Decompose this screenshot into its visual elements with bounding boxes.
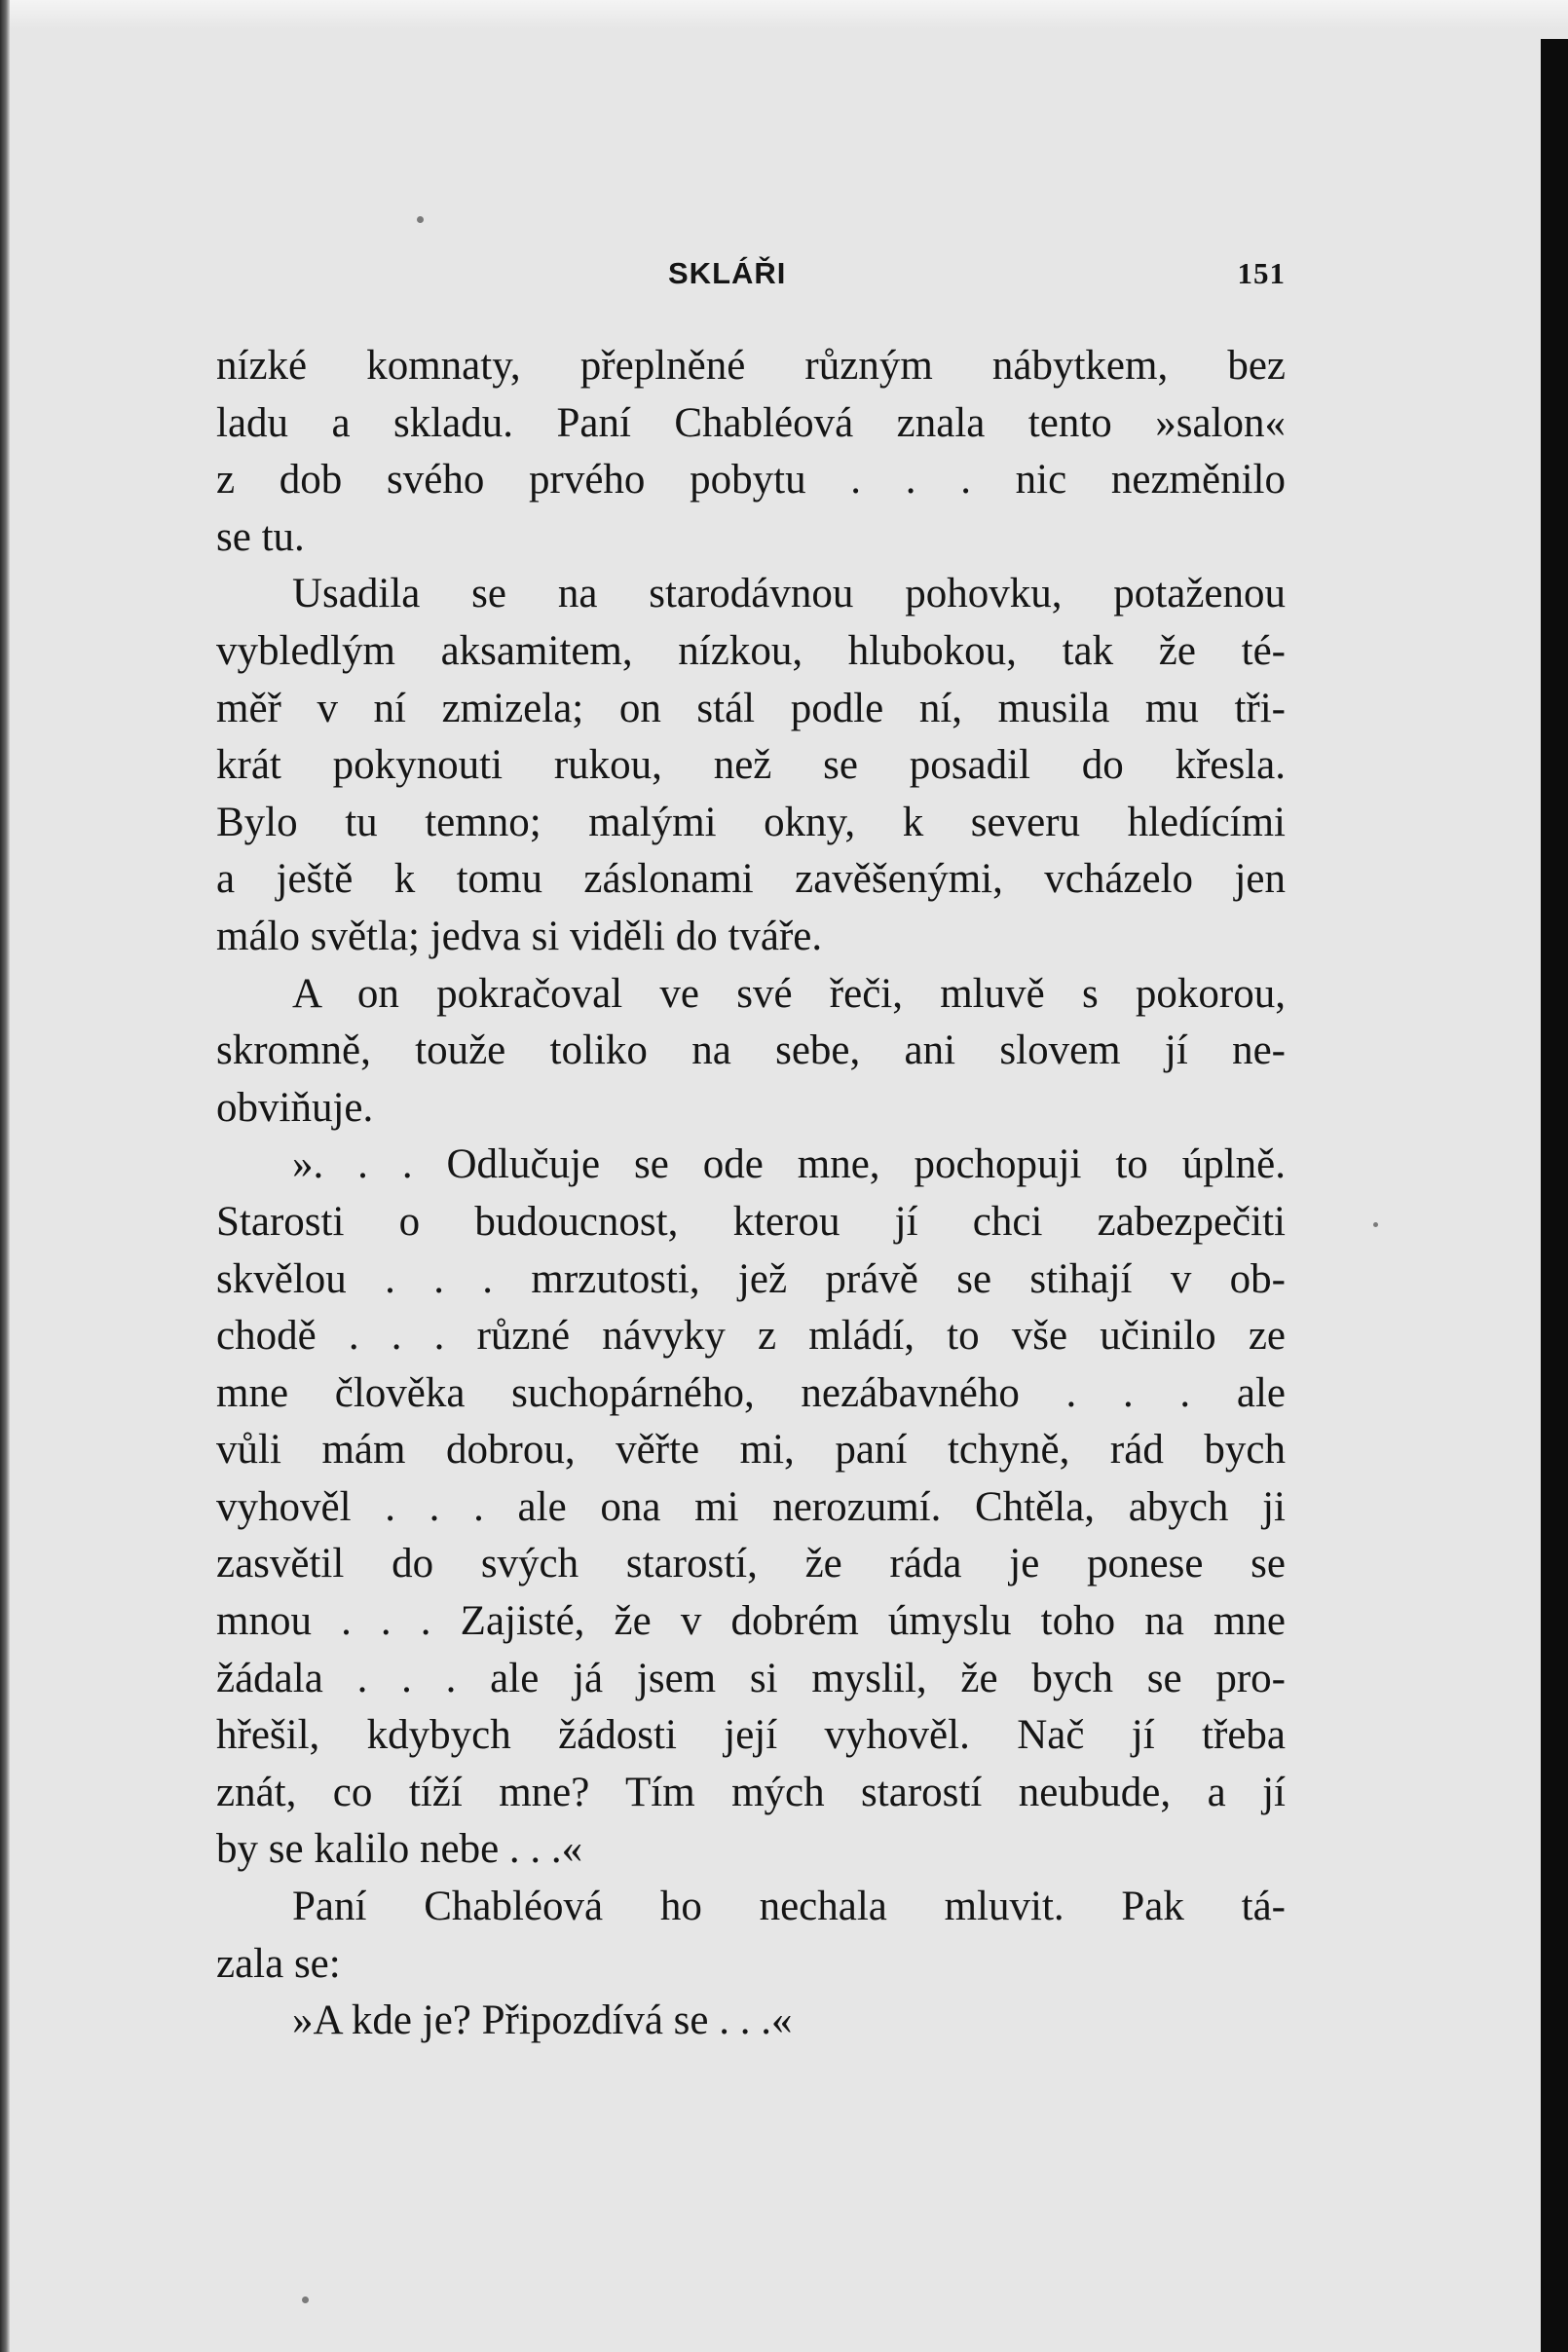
- text-line: A on pokračoval ve své řeči, mluvě s pokorou,: [292, 970, 1286, 1017]
- text-line: nízké komnaty, přeplněné různým nábytkem, bez: [216, 343, 1286, 389]
- text-line: »A kde je? Připozdívá se . . .«: [292, 1997, 793, 2044]
- text-line: krát pokynouti rukou, než se posadil do křesla.: [216, 742, 1286, 789]
- paragraph: [216, 338, 1286, 566]
- scan-speck: [417, 216, 424, 223]
- scan-border: [1541, 39, 1568, 2352]
- page-number: 151: [1237, 256, 1286, 290]
- paragraph: [216, 566, 1286, 965]
- text-line: ». . . Odlučuje se ode mne, pochopuji to úplně.: [292, 1141, 1286, 1188]
- book-page: [216, 248, 1286, 2050]
- text-line: málo světla; jedva si viděli do tváře.: [216, 913, 823, 959]
- text-line: zala se:: [216, 1940, 341, 1987]
- text-line: hřešil, kdybych žádosti její vyhověl. Nač jí třeba: [216, 1712, 1286, 1759]
- chapter-title: SKLÁŘI: [668, 256, 787, 290]
- text-line: obviňuje.: [216, 1084, 374, 1131]
- text-line: mne člověka suchopárného, nezábavného . . . ale: [216, 1369, 1286, 1416]
- text-line: mnou . . . Zajisté, že v dobrém úmyslu toho na mne: [216, 1598, 1286, 1645]
- text-line: zasvětil do svých starostí, že ráda je ponese se: [216, 1541, 1286, 1587]
- text-line: Bylo tu temno; malými okny, k severu hledícími: [216, 799, 1286, 845]
- text-line: by se kalilo nebe . . .«: [216, 1826, 583, 1873]
- text-line: Paní Chabléová ho nechala mluvit. Pak tá-: [292, 1884, 1286, 1930]
- text-line: vyhověl . . . ale ona mi nerozumí. Chtěla, abych ji: [216, 1483, 1286, 1530]
- paragraph: [216, 1137, 1286, 1879]
- page-top-edge: [0, 0, 1568, 29]
- text-line: a ještě k tomu záslonami zavěšenými, vcházelo jen: [216, 856, 1286, 903]
- text-line: chodě . . . různé návyky z mládí, to vše učinilo ze: [216, 1313, 1286, 1360]
- text-line: vybledlým aksamitem, nízkou, hlubokou, tak že té-: [216, 627, 1286, 674]
- paragraph: [216, 966, 1286, 1138]
- scan-speck: [302, 2296, 309, 2303]
- text-line: skvělou . . . mrzutosti, jež právě se stihají v ob-: [216, 1255, 1286, 1302]
- text-line: Usadila se na starodávnou pohovku, potaženou: [292, 571, 1286, 617]
- scan-speck: [1373, 1222, 1378, 1227]
- binding-shadow: [0, 0, 10, 2352]
- text-line: vůli mám dobrou, věřte mi, paní tchyně, rád bych: [216, 1427, 1286, 1474]
- text-line: ladu a skladu. Paní Chabléová znala tento »salon«: [216, 399, 1286, 446]
- text-line: žádala . . . ale já jsem si myslil, že bych se pro-: [216, 1655, 1286, 1701]
- running-head: [216, 248, 1286, 295]
- text-line: skromně, touže toliko na sebe, ani slovem jí ne-: [216, 1027, 1286, 1074]
- text-line: znát, co tíží mne? Tím mých starostí neubude, a jí: [216, 1769, 1286, 1815]
- text-line: měř v ní zmizela; on stál podle ní, musila mu tři-: [216, 685, 1286, 731]
- paragraph: [216, 1993, 1286, 2050]
- paragraph: [216, 1879, 1286, 1993]
- body-text: [216, 338, 1286, 2050]
- text-line: se tu.: [216, 513, 305, 560]
- text-line: z dob svého prvého pobytu . . . nic nezměnilo: [216, 457, 1286, 504]
- text-line: Starosti o budoucnost, kterou jí chci zabezpečiti: [216, 1198, 1286, 1245]
